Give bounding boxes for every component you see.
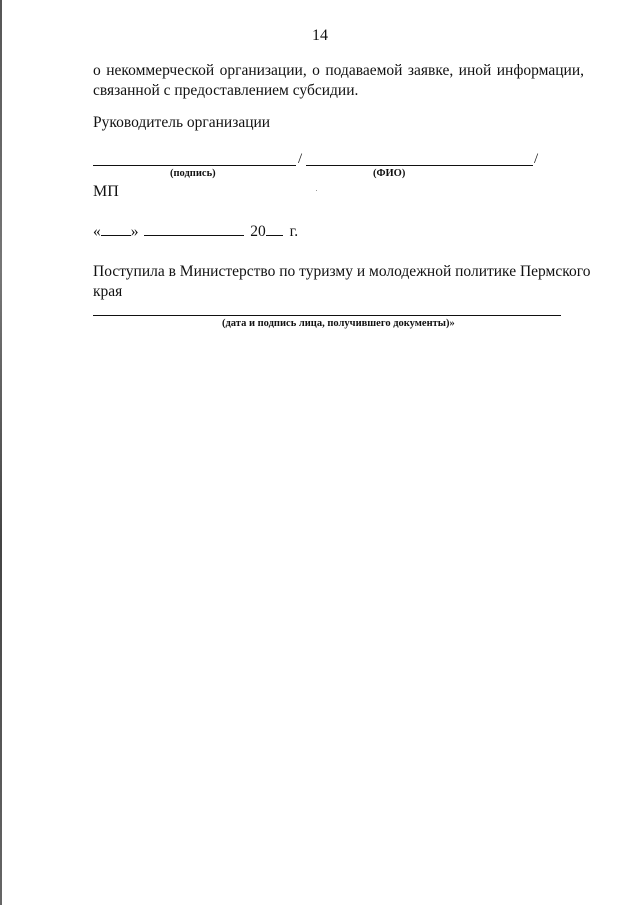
- received-line-2: края: [93, 283, 123, 300]
- stamp-label: МП: [93, 183, 119, 200]
- paragraph-line-2: связанной с предоставлением субсидии.: [93, 82, 359, 99]
- signature-separator: /: [298, 151, 303, 167]
- received-signature-line: [93, 315, 561, 316]
- year-prefix: 20: [250, 223, 266, 240]
- received-caption: (дата и подпись лица, получившего документы)»: [222, 318, 455, 329]
- name-line: [306, 165, 533, 166]
- received-line-1: Поступила в Министерство по туризму и молодежной политике Пермского: [93, 263, 591, 280]
- name-caption: (ФИО): [373, 168, 406, 179]
- scan-edge: [0, 0, 2, 905]
- signature-caption: (подпись): [170, 168, 216, 179]
- head-of-organization-label: Руководитель организации: [93, 114, 271, 131]
- page-number: 14: [312, 27, 328, 44]
- received-statement: [93, 262, 593, 302]
- year-suffix: г.: [289, 223, 299, 240]
- paragraph-line-1: о некоммерческой организации, о подаваемой заявке, иной информации,: [93, 62, 584, 79]
- date-line: [93, 222, 298, 241]
- scan-speck: [316, 190, 317, 191]
- paragraph: [93, 61, 584, 101]
- date-open-quote: «: [93, 223, 101, 240]
- name-separator: /: [534, 151, 539, 167]
- month-blank: [144, 222, 244, 236]
- date-close-quote: »: [130, 223, 139, 240]
- day-blank: [101, 222, 131, 236]
- year-blank: [266, 222, 283, 236]
- signature-line: [93, 165, 296, 166]
